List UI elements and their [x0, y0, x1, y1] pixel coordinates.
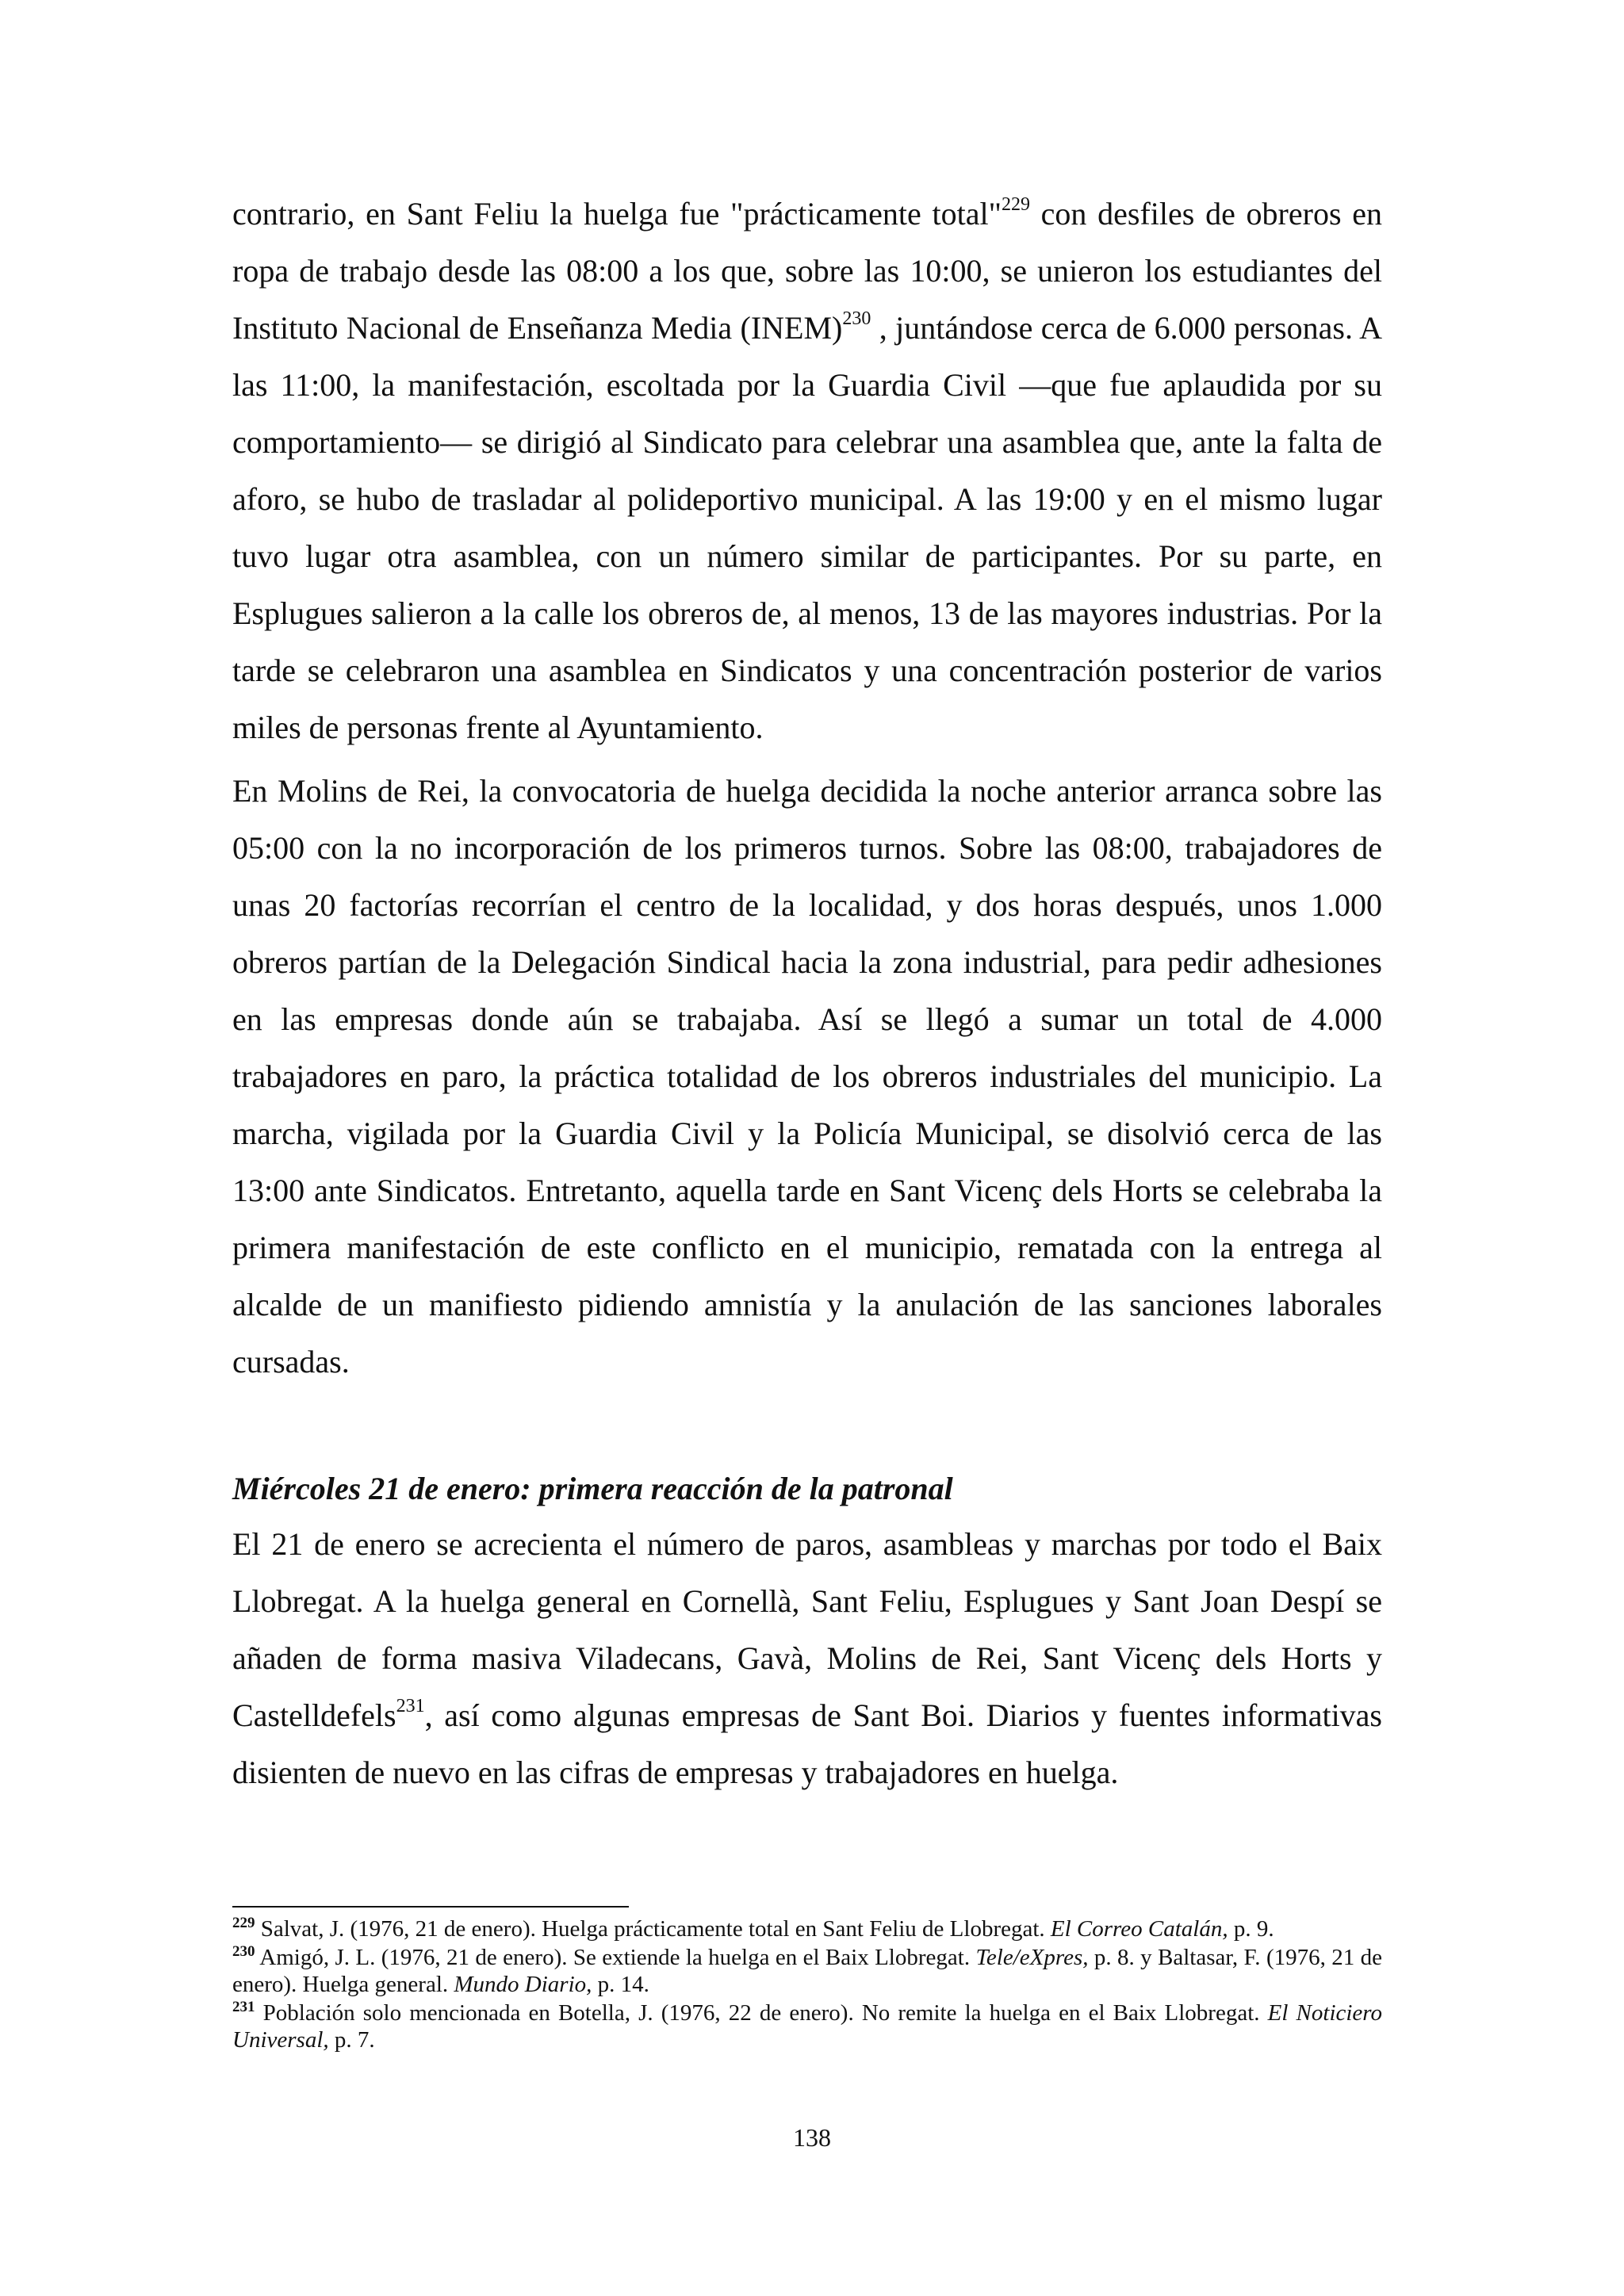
footnote-text: Salvat, J. (1976, 21 de enero). Huelga prácticamente total en Sant Feliu de Llobregat.: [260, 1916, 1051, 1942]
footnote-separator: [232, 1906, 629, 1908]
footnote-text: p. 8. y Baltasar, F. (1976, 21 de enero). Huelga general.: [232, 1945, 1382, 1997]
footnote-number: 230: [232, 1943, 255, 1960]
body-paragraph-3: [232, 1516, 1382, 1801]
footnote-text: p. 9.: [1228, 1916, 1274, 1942]
paragraph-text: contrario, en Sant Feliu la huelga fue "prácticamente total": [232, 196, 1002, 232]
page-number: 138: [793, 2123, 831, 2152]
section-heading: Miércoles 21 de enero: primera reacción de la patronal: [232, 1471, 953, 1506]
footnote-reference-229[interactable]: 229: [1001, 194, 1030, 215]
footnote-source: El Correo Catalán,: [1050, 1916, 1228, 1942]
footnote-source: El Noticiero Universal,: [232, 2000, 1383, 2053]
footnote-number: 229: [232, 1915, 255, 1931]
body-paragraph-2: En Molins de Rei, la convocatoria de huelga decidida la noche anterior arranca sobre las 05:00 con la no incorporación de los primeros turnos. Sobre las 08:00, trabajadores de unas 20 factorías recorrían el centro de la localidad, y dos horas después, unos 1.000 obreros partían de la Delegación Sindical hacia la zona industrial, para pedir adhesiones en las empresas donde aún se trabajaba. Así se llegó a sumar un total de 4.000 trabajadores en paro, la práctica totalidad de los obreros industriales del municipio. La marcha, vigilada por la Guardia Civil y la Policía Municipal, se disolvió cerca de las 13:00 ante Sindicatos. Entretanto, aquella tarde en Sant Vicenç dels Horts se celebraba la primera manifestación de este conflicto en el municipio, rematada con la entrega al alcalde de un manifiesto pidiendo amnistía y la anulación de las sanciones laborales cursadas.: [232, 773, 1382, 1380]
footnote-reference-230[interactable]: 230: [842, 308, 871, 329]
footnote-number: 231: [232, 1999, 255, 2015]
body-paragraph-1: [232, 186, 1382, 756]
footnote-text: p. 7.: [328, 2027, 375, 2053]
footnote-source: Tele/eXpres,: [975, 1945, 1089, 1970]
footnote-source: Mundo Diario,: [454, 1972, 592, 1997]
footnote-text: Amigó, J. L. (1976, 21 de enero). Se extiende la huelga en el Baix Llobregat.: [259, 1945, 976, 1970]
footnote-text: Población solo mencionada en Botella, J. (1976, 22 de enero). No remite la huelga en el Baix Llobregat.: [262, 2000, 1268, 2026]
paragraph-text: con desfiles de obreros en ropa de trabajo desde las 08:00 a los que, sobre las 10:00, se unieron los estudiantes del Instituto Nacional de Enseñanza Media (INEM): [232, 196, 1383, 346]
footnote-229: [232, 1915, 1382, 1942]
paragraph-text: , así como algunas empresas de Sant Boi. Diarios y fuentes informativas disienten de nuevo en las cifras de empresas y trabajadores en huelga.: [232, 1697, 1382, 1790]
footnote-reference-231[interactable]: 231: [396, 1696, 425, 1716]
footnote-230: [232, 1944, 1382, 1998]
footnote-text: p. 14.: [592, 1972, 649, 1997]
paragraph-text: , juntándose cerca de 6.000 personas. A las 11:00, la manifestación, escoltada por la Guardia Civil —que fue aplaudida por su comportamiento— se dirigió al Sindicato para celebrar una asamblea que, ante la falta de aforo, se hubo de trasladar al polideportivo municipal. A las 19:00 y en el mismo lugar tuvo lugar otra asamblea, con un número similar de participantes. Por su parte, en Esplugues salieron a la calle los obreros de, al menos, 13 de las mayores industrias. Por la tarde se celebraron una asamblea en Sindicatos y una concentración posterior de varios miles de personas frente al Ayuntamiento.: [232, 310, 1382, 745]
paragraph-text: El 21 de enero se acrecienta el número de paros, asambleas y marchas por todo el Baix Llobregat. A la huelga general en Cornellà, Sant Feliu, Esplugues y Sant Joan Despí se añaden de forma masiva Viladecans, Gavà, Molins de Rei, Sant Vicenç dels Horts y Castelldefels: [232, 1526, 1382, 1733]
footnote-231: [232, 1999, 1382, 2053]
footnotes: [232, 1915, 1382, 2055]
